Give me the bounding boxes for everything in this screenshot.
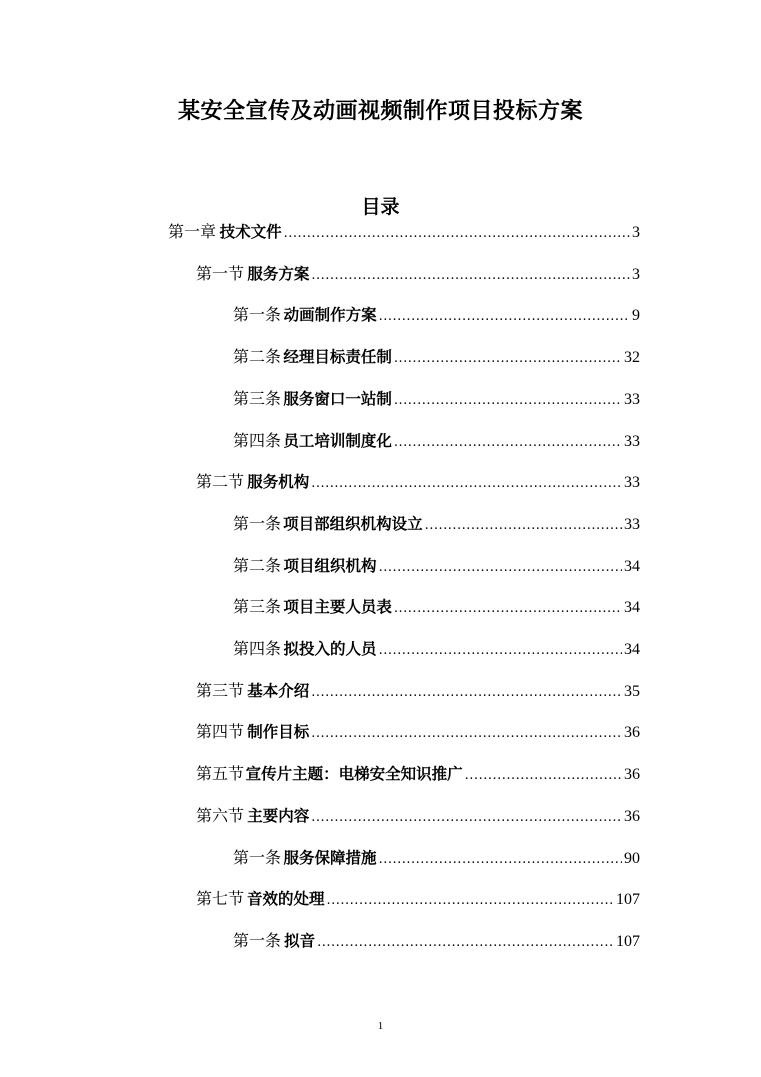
toc-entry-number: 第一条 <box>233 305 282 324</box>
document-title: 某安全宣传及动画视频制作项目投标方案 <box>177 99 583 124</box>
toc-leader-dots <box>284 221 630 245</box>
toc-entry-title: 服务方案 <box>247 265 310 283</box>
toc-entry-title: 服务窗口一站制 <box>283 390 392 408</box>
toc-entry[interactable] <box>233 346 640 370</box>
toc-entry-number: 第七节 <box>196 889 245 908</box>
toc-entry-number: 第四条 <box>233 431 282 450</box>
toc-heading: 目录 <box>361 196 400 218</box>
toc-leader-dots <box>311 680 622 704</box>
toc-entry[interactable] <box>233 430 640 454</box>
toc-entry-number: 第五节 <box>196 764 245 783</box>
toc-leader-dots <box>425 513 622 537</box>
toc-leader-dots <box>394 596 622 620</box>
toc-entry-number: 第四条 <box>233 639 282 658</box>
toc-entry-number: 第六节 <box>196 806 245 825</box>
toc-entry-title: 项目主要人员表 <box>283 598 392 616</box>
toc-leader-dots <box>311 721 622 745</box>
toc-entry-title: 主要内容 <box>247 807 310 825</box>
toc-entry[interactable] <box>168 221 640 245</box>
toc-entry-page: 35 <box>624 683 640 700</box>
toc-entry[interactable] <box>233 304 640 328</box>
toc-entry-page: 36 <box>624 724 640 741</box>
toc-entry-page: 3 <box>632 224 640 241</box>
toc-leader-dots <box>379 555 622 579</box>
toc-entry-page: 33 <box>624 391 640 408</box>
toc-leader-dots <box>311 805 622 829</box>
toc-entry-title: 服务保障措施 <box>283 849 377 867</box>
toc-entry-title: 音效的处理 <box>247 890 325 908</box>
toc-leader-dots <box>311 471 622 495</box>
toc-entry-title: 基本介绍 <box>247 682 310 700</box>
toc-entry-number: 第三条 <box>233 389 282 408</box>
toc-entry[interactable] <box>233 596 640 620</box>
page-number: 1 <box>377 1020 384 1032</box>
toc-leader-dots <box>317 930 614 954</box>
toc-entry-page: 90 <box>624 850 640 867</box>
toc-entry-number: 第二节 <box>196 472 245 491</box>
toc-entry-number: 第二条 <box>233 556 282 575</box>
toc-entry-number: 第一条 <box>233 931 282 950</box>
toc-leader-dots <box>327 888 614 912</box>
toc-entry-title: 项目组织机构 <box>283 557 377 575</box>
toc-entry-page: 107 <box>616 891 640 908</box>
toc-entry-title: 经理目标责任制 <box>283 348 392 366</box>
toc-entry-number: 第一节 <box>196 264 245 283</box>
toc-entry-title: 服务机构 <box>247 473 310 491</box>
toc-leader-dots <box>311 263 630 287</box>
toc-entry-title: 项目部组织机构设立 <box>283 515 423 533</box>
toc-entry-title: 动画制作方案 <box>283 306 377 324</box>
toc-entry[interactable] <box>196 805 640 829</box>
toc-leader-dots <box>394 388 622 412</box>
toc-entry[interactable] <box>233 847 640 871</box>
toc-entry-page: 9 <box>632 307 640 324</box>
toc-leader-dots <box>394 430 622 454</box>
toc-entry-page: 34 <box>624 641 640 658</box>
toc-leader-dots <box>465 763 622 787</box>
toc-entry-number: 第一条 <box>233 514 282 533</box>
toc-entry-page: 36 <box>624 766 640 783</box>
toc-entry-number: 第二条 <box>233 347 282 366</box>
toc-entry-page: 33 <box>624 516 640 533</box>
toc-entry[interactable] <box>233 638 640 662</box>
toc-entry-page: 33 <box>624 433 640 450</box>
toc-entry-number: 第四节 <box>196 722 245 741</box>
toc-entry[interactable] <box>233 930 640 954</box>
toc-entry-number: 第一条 <box>233 848 282 867</box>
toc-entry-page: 107 <box>616 933 640 950</box>
toc-entry-title: 拟投入的人员 <box>283 640 377 658</box>
toc-leader-dots <box>379 304 630 328</box>
toc-entry-number: 第三节 <box>196 681 245 700</box>
toc-leader-dots <box>394 346 622 370</box>
toc-entry-number: 第一章 <box>168 222 217 241</box>
toc-entry-title: 员工培训制度化 <box>283 432 392 450</box>
toc-entry-title: 拟音 <box>284 932 316 950</box>
toc-entry[interactable] <box>196 263 640 287</box>
toc-entry-page: 34 <box>624 558 640 575</box>
toc-entry[interactable] <box>233 555 640 579</box>
toc-entry[interactable] <box>233 513 640 537</box>
toc-entry[interactable] <box>196 888 640 912</box>
toc-leader-dots <box>379 638 622 662</box>
toc-entry-title: 宣传片主题：电梯安全知识推广 <box>245 765 463 783</box>
toc-entry-page: 3 <box>632 266 640 283</box>
toc-entry[interactable] <box>196 721 640 745</box>
toc-entry-page: 32 <box>624 349 640 366</box>
toc-entry[interactable] <box>196 471 640 495</box>
toc-entry[interactable] <box>196 680 640 704</box>
toc-leader-dots <box>379 847 622 871</box>
toc-entry-title: 技术文件 <box>219 223 282 241</box>
toc-entry-title: 制作目标 <box>247 723 310 741</box>
toc-entry[interactable] <box>196 763 640 787</box>
toc-entry-number: 第三条 <box>233 597 282 616</box>
toc-entry-page: 33 <box>624 474 640 491</box>
toc-entry[interactable] <box>233 388 640 412</box>
toc-entry-page: 34 <box>624 599 640 616</box>
toc-entry-page: 36 <box>624 808 640 825</box>
